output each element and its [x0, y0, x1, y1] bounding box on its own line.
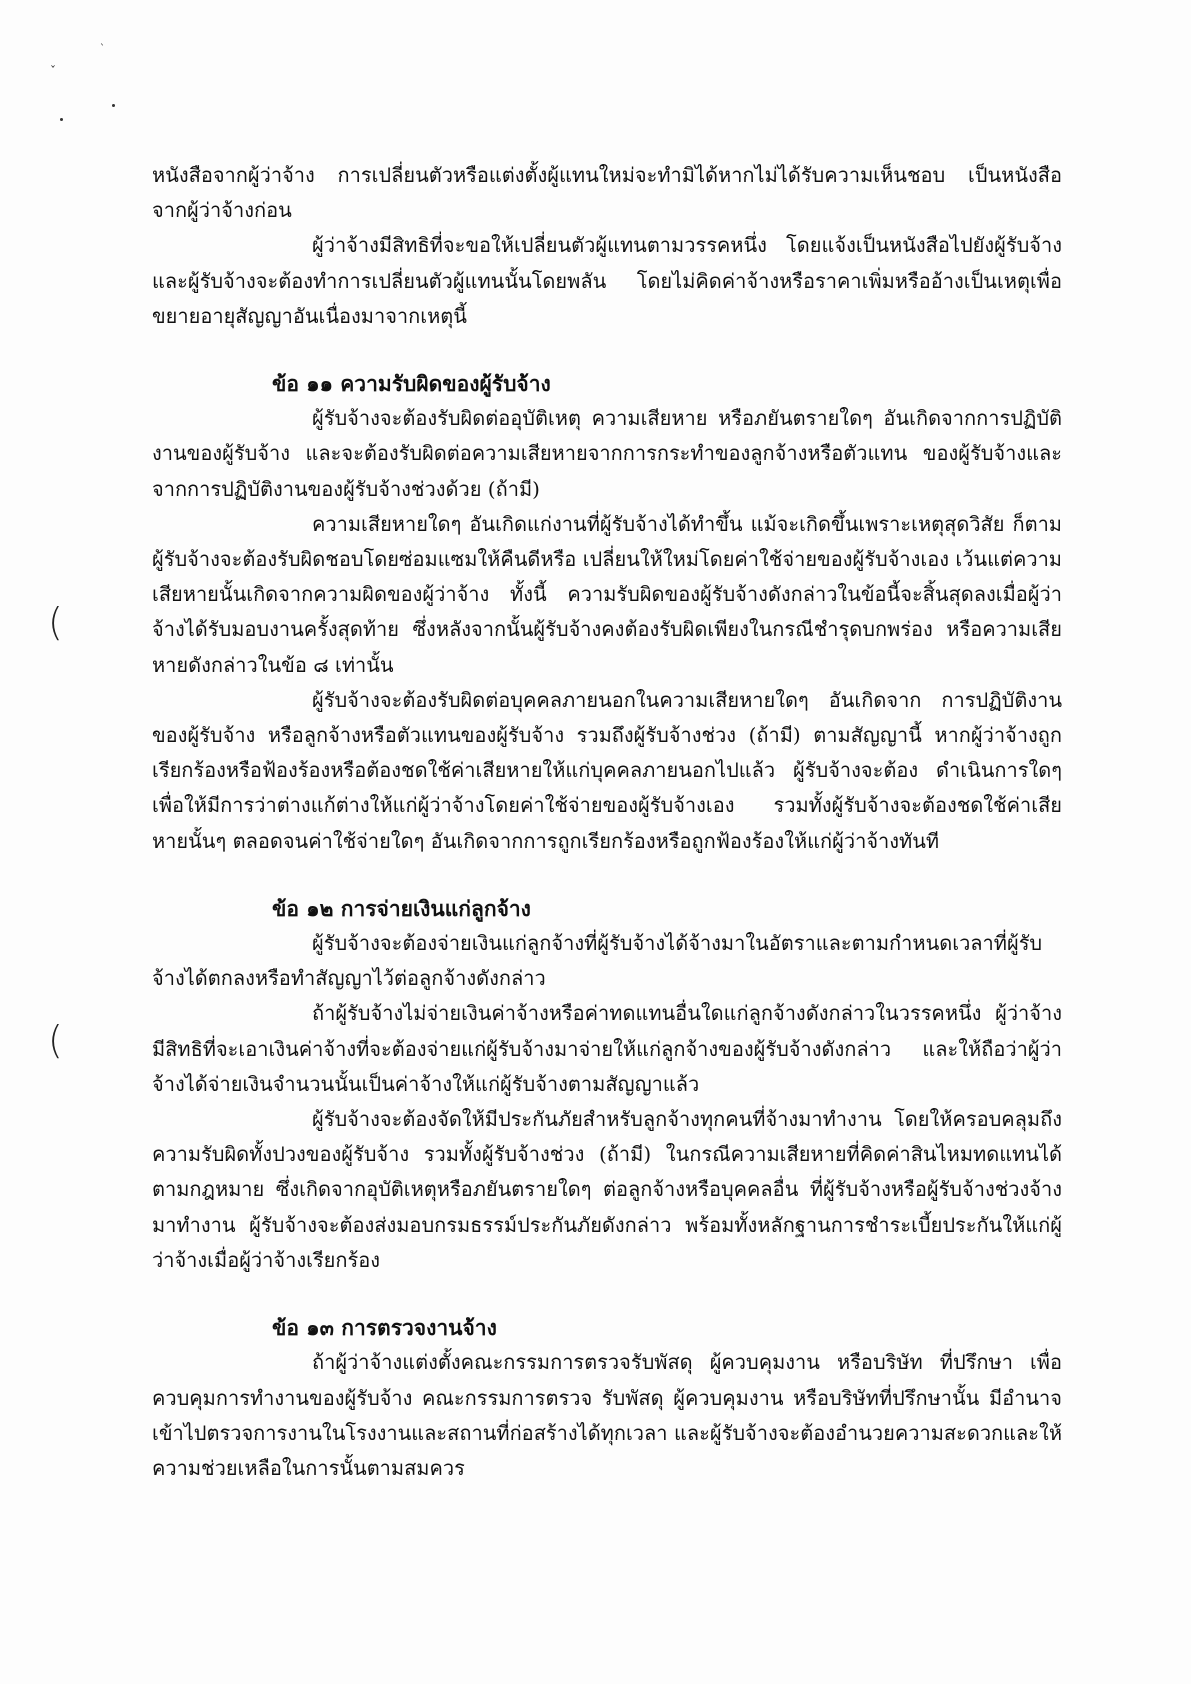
punch-hole-mark: ( [48, 600, 63, 644]
section-heading: ข้อ ๑๒ การจ่ายเงินแก่ลูกจ้าง [272, 895, 531, 921]
scan-speck [60, 118, 63, 121]
scan-speck: ˋ [100, 44, 105, 55]
paragraph: ผู้รับจ้างจะต้องจัดให้มีประกันภัยสำหรับลูกจ้างทุกคนที่จ้างมาทำงาน โดยให้ครอบคลุมถึงความรับผิดทั้งปวงของผู้รับจ้าง รวมทั้งผู้รับจ้างช่วง (ถ้ามี) ในกรณีความเสียหายที่คิดค่าสินไหมทดแทนได้ตามกฎหมาย ซึ่งเกิดจากอุบัติเหตุหรือภยันตรายใดๆ ต่อลูกจ้างหรือบุคคลอื่น ที่ผู้รับจ้างหรือผู้รับจ้างช่วงจ้างมาทำงาน ผู้รับจ้างจะต้องส่งมอบกรมธรรม์ประกันภัยดังกล่าว พร้อมทั้งหลักฐานการชำระเบี้ยประกันให้แก่ผู้ว่าจ้างเมื่อผู้ว่าจ้างเรียกร้อง [152, 1107, 1062, 1272]
section-heading: ข้อ ๑๓ การตรวจงานจ้าง [272, 1315, 497, 1341]
scan-speck: ˇ [50, 64, 56, 78]
paragraph: ถ้าผู้รับจ้างไม่จ่ายเงินค่าจ้างหรือค่าทดแทนอื่นใดแก่ลูกจ้างดังกล่าวในวรรคหนึ่ง ผู้ว่าจ้างมีสิทธิที่จะเอาเงินค่าจ้างที่จะต้องจ่ายแก่ผู้รับจ้างมาจ่ายให้แก่ลูกจ้างของผู้รับจ้างดังกล่าว และให้ถือว่าผู้ว่าจ้างได้จ่ายเงินจำนวนนั้นเป็นค่าจ้างให้แก่ผู้รับจ้างตามสัญญาแล้ว [152, 1001, 1062, 1096]
paragraph: หนังสือจากผู้ว่าจ้าง การเปลี่ยนตัวหรือแต่งตั้งผู้แทนใหม่จะทำมิได้หากไม่ได้รับความเห็นชอบ เป็นหนังสือจากผู้ว่าจ้างก่อน [152, 163, 1062, 223]
paragraph: ถ้าผู้ว่าจ้างแต่งตั้งคณะกรรมการตรวจรับพัสดุ ผู้ควบคุมงาน หรือบริษัท ที่ปรึกษา เพื่อควบคุมการทำงานของผู้รับจ้าง คณะกรรมการตรวจ รับพัสดุ ผู้ควบคุมงาน หรือบริษัทที่ปรึกษานั้น มีอำนาจเข้าไปตรวจการงานในโรงงานและสถานที่ก่อสร้างได้ทุกเวลา และผู้รับจ้างจะต้องอำนวยความสะดวกและให้ความช่วยเหลือในการนั้นตามสมควร [152, 1350, 1062, 1480]
scan-speck [112, 104, 115, 107]
section-heading: ข้อ ๑๑ ความรับผิดของผู้รับจ้าง [272, 371, 551, 397]
paragraph: ผู้ว่าจ้างมีสิทธิที่จะขอให้เปลี่ยนตัวผู้แทนตามวรรคหนึ่ง โดยแจ้งเป็นหนังสือไปยังผู้รับจ้าง และผู้รับจ้างจะต้องทำการเปลี่ยนตัวผู้แทนนั้นโดยพลัน โดยไม่คิดค่าจ้างหรือราคาเพิ่มหรืออ้างเป็นเหตุเพื่อขยายอายุสัญญาอันเนื่องมาจากเหตุนี้ [152, 233, 1062, 328]
paragraph: ความเสียหายใดๆ อันเกิดแก่งานที่ผู้รับจ้างได้ทำขึ้น แม้จะเกิดขึ้นเพราะเหตุสุดวิสัย ก็ตาม ผู้รับจ้างจะต้องรับผิดชอบโดยซ่อมแซมให้คืนดีหรือ เปลี่ยนให้ใหม่โดยค่าใช้จ่ายของผู้รับจ้างเอง เว้นแต่ความเสียหายนั้นเกิดจากความผิดของผู้ว่าจ้าง ทั้งนี้ ความรับผิดของผู้รับจ้างดังกล่าวในข้อนี้จะสิ้นสุดลงเมื่อผู้ว่าจ้างได้รับมอบงานครั้งสุดท้าย ซึ่งหลังจากนั้นผู้รับจ้างคงต้องรับผิดเพียงในกรณีชำรุดบกพร่อง หรือความเสียหายดังกล่าวในข้อ ๘ เท่านั้น [152, 511, 1062, 677]
punch-hole-mark: ( [48, 1018, 63, 1062]
paragraph: ผู้รับจ้างจะต้องจ่ายเงินแก่ลูกจ้างที่ผู้รับจ้างได้จ้างมาในอัตราและตามกำหนดเวลาที่ผู้รับจ้างได้ตกลงหรือทำสัญญาไว้ต่อลูกจ้างดังกล่าว [152, 931, 1043, 991]
paragraph: ผู้รับจ้างจะต้องรับผิดต่อบุคคลภายนอกในความเสียหายใดๆ อันเกิดจาก การปฏิบัติงานของผู้รับจ้าง หรือลูกจ้างหรือตัวแทนของผู้รับจ้าง รวมถึงผู้รับจ้างช่วง (ถ้ามี) ตามสัญญานี้ หากผู้ว่าจ้างถูกเรียกร้องหรือฟ้องร้องหรือต้องชดใช้ค่าเสียหายให้แก่บุคคลภายนอกไปแล้ว ผู้รับจ้างจะต้อง ดำเนินการใดๆ เพื่อให้มีการว่าต่างแก้ต่างให้แก่ผู้ว่าจ้างโดยค่าใช้จ่ายของผู้รับจ้างเอง รวมทั้งผู้รับจ้างจะต้องชดใช้ค่าเสียหายนั้นๆ ตลอดจนค่าใช้จ่ายใดๆ อันเกิดจากการถูกเรียกร้องหรือถูกฟ้องร้องให้แก่ผู้ว่าจ้างทันที [152, 687, 1062, 853]
paragraph: ผู้รับจ้างจะต้องรับผิดต่ออุบัติเหตุ ความเสียหาย หรือภยันตรายใดๆ อันเกิดจากการปฏิบัติงานของผู้รับจ้าง และจะต้องรับผิดต่อความเสียหายจากการกระทำของลูกจ้างหรือตัวแทน ของผู้รับจ้างและจากการปฏิบัติงานของผู้รับจ้างช่วงด้วย (ถ้ามี) [152, 406, 1062, 501]
document-body [152, 158, 1062, 1486]
